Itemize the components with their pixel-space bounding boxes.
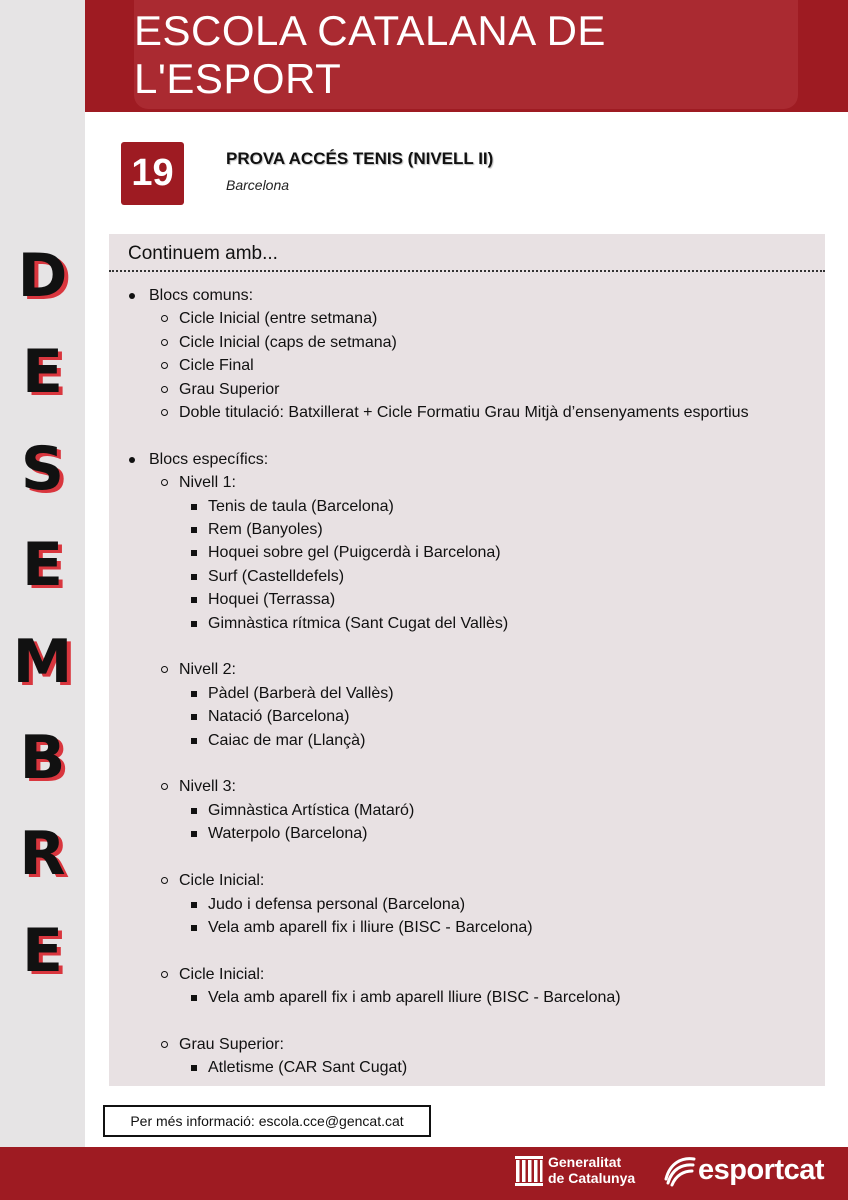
list-item: Vela amb aparell fix i amb aparell lliure (BISC - Barcelona)	[179, 986, 825, 1009]
list-item: Rem (Banyoles)	[179, 518, 825, 541]
list-item-blocs-especifics	[109, 448, 825, 1080]
list-item: Grau Superior	[149, 378, 825, 401]
list-item: Vela amb aparell fix i lliure (BISC - Barcelona)	[179, 916, 825, 939]
panel-heading: Continuem amb...	[128, 243, 278, 264]
generalitat-logo-text	[548, 1154, 635, 1186]
group-label: Grau Superior:	[179, 1035, 284, 1053]
month-letter: D	[17, 241, 68, 311]
group-cicle-inicial-1	[149, 869, 825, 939]
footer-bar	[0, 1147, 848, 1200]
list-item: Waterpolo (Barcelona)	[179, 822, 825, 845]
group-cicle-inicial-2	[149, 963, 825, 1010]
event-title: PROVA ACCÉS TENIS (NIVELL II)	[226, 149, 494, 168]
dotted-divider	[109, 270, 825, 272]
month-letters	[0, 228, 85, 999]
list-item: Gimnàstica Artística (Mataró)	[179, 799, 825, 822]
group-nivell-2	[149, 658, 825, 752]
list-item: Atletisme (CAR Sant Cugat)	[179, 1056, 825, 1079]
generalitat-bars-icon	[515, 1155, 543, 1187]
group-grau-superior	[149, 1033, 825, 1080]
list-item: Hoquei (Terrassa)	[179, 588, 825, 611]
header-banner	[85, 0, 848, 112]
esportcat-logo-text: esportcat	[698, 1154, 825, 1186]
list-item: Cicle Inicial (entre setmana)	[149, 307, 825, 330]
group-nivell-3	[149, 775, 825, 845]
list-item: Pàdel (Barberà del Vallès)	[179, 682, 825, 705]
header-title-box	[134, 0, 798, 109]
list-item: Caiac de mar (Llançà)	[179, 729, 825, 752]
blocs-comuns-label: Blocs comuns:	[149, 287, 254, 304]
group-label: Nivell 3:	[179, 778, 236, 796]
esportcat-swoosh-icon	[662, 1153, 696, 1187]
generalitat-line1: Generalitat	[548, 1154, 622, 1170]
group-label: Nivell 1:	[179, 474, 236, 492]
list-item: Cicle Final	[149, 354, 825, 377]
month-letter: B	[19, 723, 66, 794]
month-letter: E	[22, 530, 63, 601]
blocs-especifics-label: Blocs específics:	[149, 450, 269, 468]
month-letter: E	[22, 337, 63, 408]
list-item: Cicle Inicial (caps de setmana)	[149, 331, 825, 354]
list-item: Gimnàstica rítmica (Sant Cugat del Vallès)	[179, 612, 825, 635]
list-item: Hoquei sobre gel (Puigcerdà i Barcelona)	[179, 541, 825, 564]
event-day-badge: 19	[121, 142, 184, 205]
list-item: Doble titulació: Batxillerat + Cicle Formatiu Grau Mitjà d’ensenyaments esportius	[149, 401, 825, 424]
group-label: Cicle Inicial:	[179, 872, 265, 890]
content-panel	[109, 234, 825, 1086]
month-sidebar	[0, 0, 85, 1147]
blocks-list	[109, 284, 825, 1080]
group-label: Cicle Inicial:	[179, 965, 265, 983]
month-letter: R	[19, 819, 66, 890]
page-title: ESCOLA CATALANA DE L'ESPORT	[134, 6, 606, 102]
list-item: Surf (Castelldefels)	[179, 565, 825, 588]
list-item: Tenis de taula (Barcelona)	[179, 495, 825, 518]
list-item-blocs-comuns	[109, 284, 825, 424]
group-label: Nivell 2:	[179, 661, 236, 679]
group-nivell-1	[149, 471, 825, 635]
list-item: Natació (Barcelona)	[179, 705, 825, 728]
info-email-text: Per més informació: escola.cce@gencat.cat	[130, 1113, 404, 1129]
generalitat-line2: de Catalunya	[548, 1170, 636, 1186]
month-letter: M	[12, 626, 73, 697]
month-letter: E	[22, 915, 63, 986]
list-item: Judo i defensa personal (Barcelona)	[179, 893, 825, 916]
month-letter: S	[20, 433, 65, 504]
event-location: Barcelona	[226, 177, 290, 193]
info-contact-box	[103, 1105, 431, 1137]
